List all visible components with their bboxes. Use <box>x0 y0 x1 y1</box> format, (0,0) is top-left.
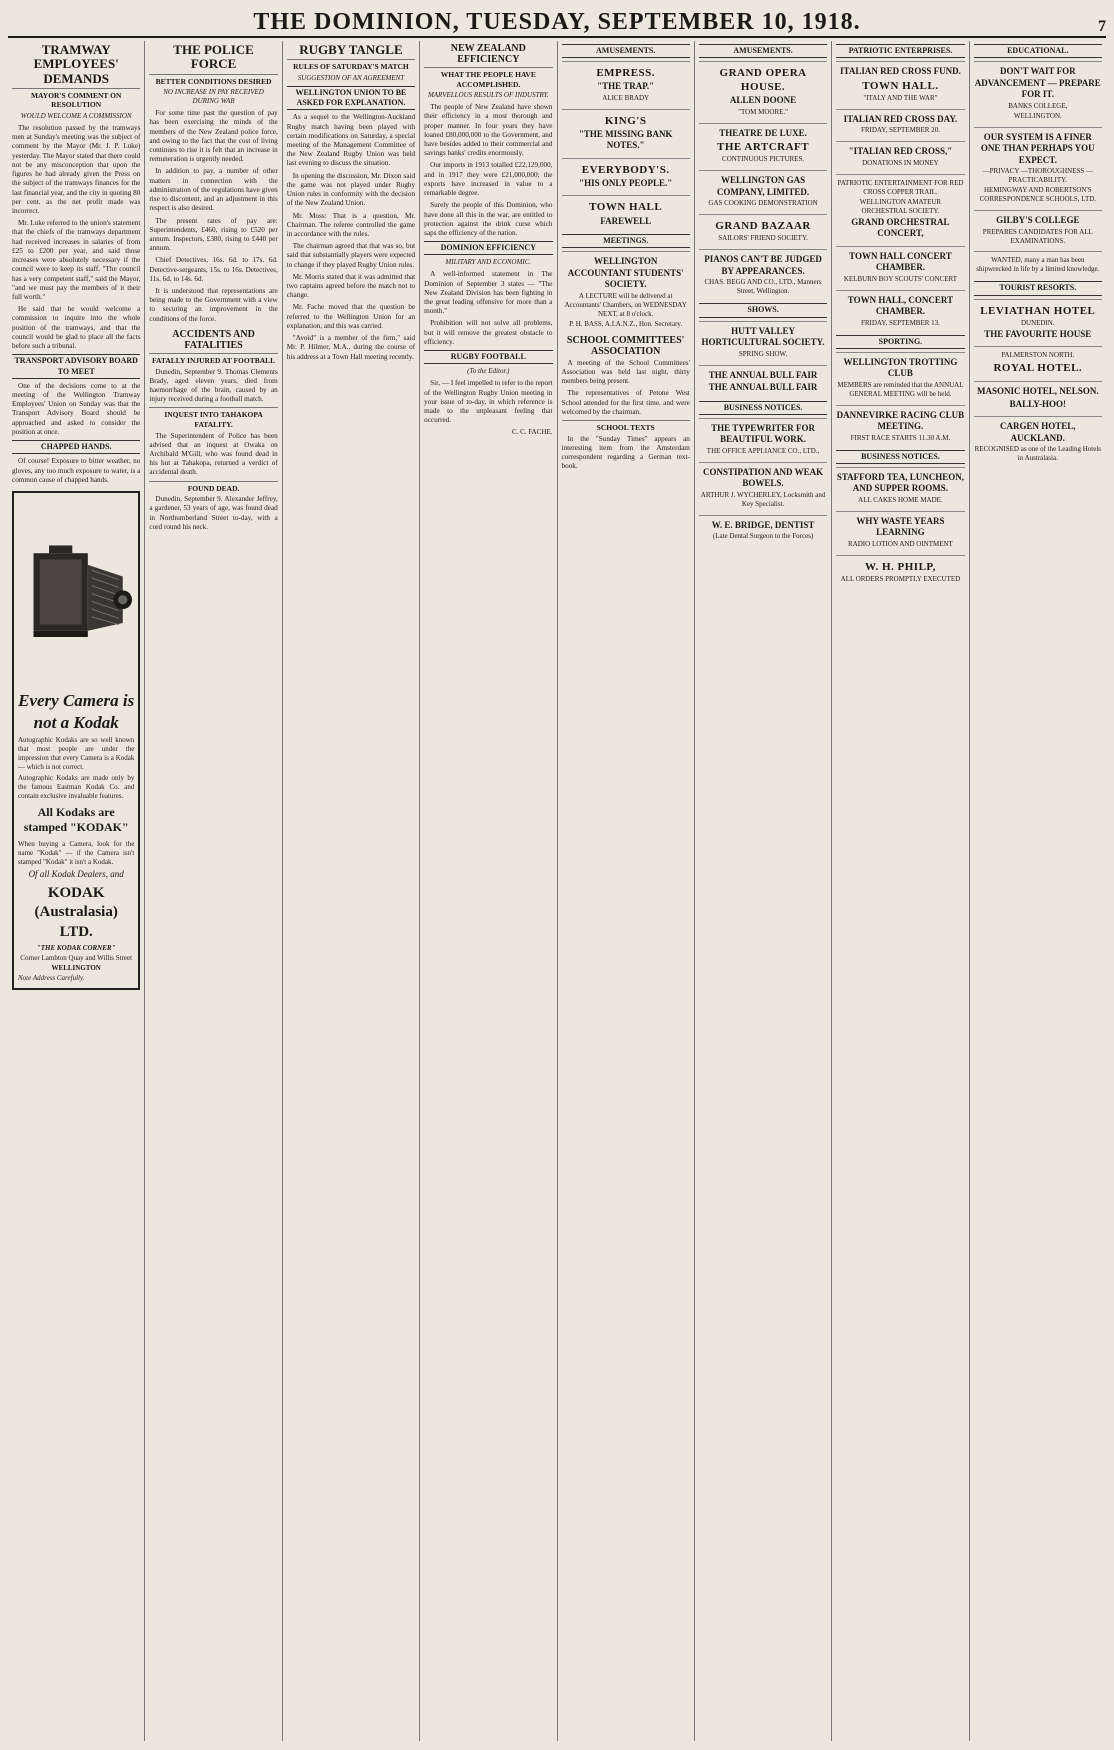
ad-title: LEVIATHAN HOTEL <box>980 304 1096 317</box>
bazaar-ad <box>699 214 827 247</box>
article-subhead-2: (To the Editor.) <box>467 367 510 376</box>
ad-title: DANNEVIRKE RACING CLUB MEETING. <box>836 409 965 432</box>
banks-college-ad <box>974 61 1102 124</box>
ad-title: MASONIC HOTEL, NELSON. <box>977 386 1099 397</box>
article-headline: THE POLICE FORCE <box>173 42 254 72</box>
ad-line: THE OFFICE APPLIANCE CO., LTD., <box>706 446 820 455</box>
article-paragraph: It is understood that representations are being made to the Government with a view to securing an improvement in the conditions of the force. <box>149 287 278 323</box>
article-paragraph: Surely the people of this Dominion, who have done all this in the war, are entitled to protection against the drink curse which saps the efficiency of the nation. <box>424 201 553 237</box>
kodak-paragraph: Autographic Kodaks are made only by the famous Eastman Kodak Co. and contain exclusive invaluable features. <box>18 774 135 801</box>
article-paragraph: He said that he would welcome a commission to inquire into the whole position of the tramways, and that the council would be glad to place all the facts before such a tribunal. <box>12 305 141 351</box>
rugby-article <box>287 43 415 362</box>
article-paragraph: In the "Sunday Times" appears an interesting item from the Amsterdam correspondent regarding a German text-book. <box>561 434 690 471</box>
school-committees-article <box>562 335 690 472</box>
column-3 <box>283 41 420 1741</box>
ad-title: PATRIOTIC ENTERTAINMENT FOR RED CROSS COPPER TRAIL. <box>837 178 964 196</box>
letter-signature: C. C. FACHE. <box>511 428 553 437</box>
ad-title: THE TYPEWRITER FOR BEAUTIFUL WORK. <box>711 422 815 445</box>
ad-line: GAS COOKING DEMONSTRATION <box>708 199 818 208</box>
section-heading: BUSINESS NOTICES. <box>836 450 964 464</box>
article-paragraph: The resolution passed by the tramways men at Sunday's meeting was the subject of comment by the Mayor (Mr. J. P. Luke) yesterday. The Mayor stated that there could not be any misconception that upon the figures he had already given the Press on the subject of the tramways finances for the last financial year, and the city in quoting 80 per cent. as the net profit made was incorrect. <box>12 124 141 215</box>
ad-title: TOWN HALL <box>589 201 663 214</box>
article-paragraph: The people of New Zealand have shown their efficiency in a most thorough and proper manner. In four years they have loaned £80,000,000 to the Government, and have besides added to their commercial and savings banks' credits enormously. <box>424 103 553 158</box>
ad-title: TOWN HALL CONCERT CHAMBER. <box>849 250 952 273</box>
ad-line: HEMINGWAY AND ROBERTSON'S CORRESPONDENCE SCHOOLS, LTD. <box>979 186 1097 204</box>
ad-line: SAILORS' FRIEND SOCIETY. <box>718 234 808 243</box>
ad-line: BALLY-HOO! <box>1009 398 1066 409</box>
article-paragraph: As a sequel to the Wellington-Auckland Rugby match having been played with certain modifications on Saturday, a special meeting of the Management Committee of the New Zealand Rugby Union was held last evening to discuss the situation. <box>286 113 416 168</box>
ad-title: WELLINGTON GAS COMPANY, LIMITED. <box>716 175 810 197</box>
ad-title: THE ANNUAL BULL FAIR <box>708 369 818 380</box>
article-subhead: RULES OF SATURDAY'S MATCH <box>287 59 415 72</box>
tea-rooms-ad <box>836 467 964 509</box>
article-subhead: BETTER CONDITIONS DESIRED <box>149 74 277 87</box>
section-heading: TRANSPORT ADVISORY BOARD TO MEET <box>12 354 140 378</box>
accountants-meeting-ad <box>562 251 690 332</box>
article-subhead: FATALLY INJURED AT FOOTBALL <box>149 353 277 366</box>
typewriter-ad <box>699 418 827 460</box>
ad-line: FRIDAY, SEPTEMBER 13. <box>860 318 940 327</box>
ad-line: THE ARTCRAFT <box>717 141 810 154</box>
ad-line: BANKS COLLEGE, <box>1008 101 1068 110</box>
police-article <box>149 43 277 324</box>
ad-line: ROYAL HOTEL. <box>993 362 1083 375</box>
article-paragraph: Prohibition will not solve all problems, but it will remove the greatest obstacle to efficiency. <box>424 319 553 346</box>
section-heading: MEETINGS. <box>562 234 690 248</box>
masonic-hotel-ad <box>974 381 1102 414</box>
page-number: 7 <box>1098 18 1106 35</box>
camera-illustration <box>18 497 134 687</box>
ad-title: ITALIAN RED CROSS DAY. <box>843 113 958 124</box>
ad-line: ALLEN DOONE <box>729 95 797 106</box>
section-heading: CHAPPED HANDS. <box>12 440 140 454</box>
article-subhead: INQUEST INTO TAHAKOPA FATALITY. <box>149 407 277 429</box>
ad-line: MEMBERS are reminded that the ANNUAL GENERAL MEETING will be held. <box>837 380 964 398</box>
ad-title: WANTED, many a man has been shipwrecked in life by a limited knowledge. <box>976 256 1100 274</box>
kodak-slogan: All Kodaks are stamped "KODAK" <box>23 805 129 835</box>
ad-line: THE ANNUAL BULL FAIR <box>708 382 818 393</box>
ad-line: "HIS ONLY PEOPLE." <box>579 177 673 188</box>
article-paragraph: Dunedin, September 9. Thomas Clements Brady, aged eleven years, died from haemorrhage of the brain, caused by an injury received during a football match. <box>149 367 278 404</box>
ad-line: WELLINGTON. <box>1013 111 1062 120</box>
ad-line: THE FAVOURITE HOUSE <box>984 328 1092 339</box>
ad-line: SPRING SHOW. <box>738 349 788 358</box>
article-paragraph: The present rates of pay are: Superintendents, £460, rising to £520 per annum. Inspectors, £380, rising to £440 per annum. <box>149 216 278 253</box>
town-hall-concert-ad <box>836 290 964 332</box>
ad-line: DUNEDIN. <box>1020 318 1055 327</box>
ad-title: THEATRE DE LUXE. <box>719 127 807 138</box>
ad-title: EMPRESS. <box>596 67 656 80</box>
ad-line: FAREWELL <box>600 215 652 226</box>
section-heading: PATRIOTIC ENTERPRISES. <box>836 44 964 58</box>
ad-title: DON'T WAIT FOR ADVANCEMENT — PREPARE FOR IT. <box>974 66 1101 100</box>
columns <box>8 41 1106 1741</box>
article-headline: NEW ZEALAND EFFICIENCY <box>450 43 526 65</box>
royal-hotel-ad <box>974 346 1102 379</box>
ad-title: TOWN HALL, CONCERT CHAMBER. <box>847 294 954 317</box>
article-paragraph: In opening the discussion, Mr. Dixon said the game was not played under Rugby Union rules in conformity with the decision of the New Zealand Union. <box>286 171 416 208</box>
ad-line: P. H. BASS, A.I.A.N.Z., Hon. Secretary. <box>569 319 683 328</box>
ad-title: GILBY'S COLLEGE <box>996 215 1080 226</box>
constipation-ad <box>699 462 827 513</box>
section-heading: BUSINESS NOTICES. <box>699 401 827 415</box>
ad-line: A LECTURE will be delivered at Accountants' Chambers, on WEDNESDAY NEXT, at 8 o'clock. <box>564 291 687 318</box>
ad-title: WELLINGTON ACCOUNTANT STUDENTS' SOCIETY. <box>567 256 684 290</box>
kings-ad <box>562 109 690 156</box>
ad-title: WELLINGTON TROTTING CLUB <box>843 356 958 379</box>
camera-icon <box>18 502 134 682</box>
everybodys-ad <box>562 158 690 194</box>
italian-red-cross-ad <box>836 61 964 107</box>
philp-ad <box>836 555 964 588</box>
tramway-article <box>12 43 140 485</box>
ad-line: DONATIONS IN MONEY <box>862 158 939 167</box>
article-subhead-2: SUGGESTION OF AN AGREEMENT <box>297 73 405 82</box>
ad-title: WHY WASTE YEARS LEARNING <box>856 515 945 538</box>
ad-title: GRAND BAZAAR <box>715 220 811 233</box>
article-subhead-2: WOULD WELCOME A COMMISSION <box>20 112 132 121</box>
column-1 <box>8 41 145 1741</box>
article-headline: ACCIDENTS AND FATALITIES <box>172 328 255 351</box>
red-cross-day-ad <box>836 109 964 139</box>
racing-club-ad <box>836 405 964 447</box>
ad-line: WELLINGTON AMATEUR ORCHESTRAL SOCIETY. <box>859 197 942 215</box>
column-8 <box>970 41 1106 1741</box>
ad-line: "THE MISSING BANK NOTES." <box>578 128 673 151</box>
article-paragraph: Of course! Exposure to bitter weather, no gloves, any too much exposure to water, is a common cause of chapped hands. <box>12 457 141 484</box>
ad-line: RECOGNISED as one of the Leading Hotels in Australasia. <box>974 445 1101 463</box>
ad-title: W. E. BRIDGE, DENTIST <box>711 519 815 530</box>
ad-title: STAFFORD TEA, LUNCHEON, AND SUPPER ROOMS. <box>836 471 965 494</box>
ad-line: CONTINUOUS PICTURES. <box>722 155 805 164</box>
ad-line: "THE TRAP." <box>597 81 655 92</box>
kodak-corner: "THE KODAK CORNER" <box>36 943 116 952</box>
ad-line: ALL CAKES HOME MADE. <box>858 495 943 504</box>
ad-line: KELBURN BOY SCOUTS' CONCERT <box>843 274 958 283</box>
ad-line: RADIO LOTION AND OINTMENT <box>848 539 953 548</box>
bull-fair-ad <box>699 365 827 398</box>
ad-line: ALICE BRADY <box>602 93 650 102</box>
article-subhead: SCHOOL TEXTS <box>562 420 690 433</box>
ad-title: ITALIAN RED CROSS FUND. <box>840 66 961 77</box>
article-paragraph: The representatives of Petone West School attended for the first time, and were welcomed by the chairman. <box>561 389 690 416</box>
section-heading: SPORTING. <box>836 335 964 349</box>
kodak-note: Note Address Carefully. <box>18 973 85 982</box>
kodak-address: Corner Lambton Quay and Willis Street <box>20 953 133 962</box>
masthead <box>8 6 1106 38</box>
article-paragraph: Our imports in 1913 totalled £22,129,000, and in 1917 they were £21,000,000; the exports have increased in value to a remarkable degree. <box>424 161 553 198</box>
article-paragraph: Mr. Moss: That is a question, Mr. Chairman. The referee controlled the game in accordance with the rules. <box>286 211 416 238</box>
column-7 <box>832 41 969 1741</box>
town-hall-ad <box>562 195 690 231</box>
orchestral-ad <box>836 174 964 244</box>
section-heading: WELLINGTON UNION TO BE ASKED FOR EXPLANATION. <box>287 86 415 110</box>
kodak-paragraph: When buying a Camera, look for the name "Kodak" — if the Camera isn't stamped "Kodak" it isn't a Kodak. <box>18 839 135 866</box>
section-heading: RUGBY FOOTBALL <box>424 350 552 364</box>
section-heading: AMUSEMENTS. <box>562 44 690 58</box>
ad-title: CONSTIPATION AND WEAK BOWELS. <box>703 466 824 489</box>
ad-line: —PRIVACY —THOROUGHNESS —PRACTICABILITY. <box>982 167 1094 185</box>
ad-line: "TOM MOORE." <box>738 107 789 116</box>
donations-ad <box>836 141 964 171</box>
ad-title: EVERYBODY'S. <box>581 163 670 176</box>
page-title: THE DOMINION, TUESDAY, SEPTEMBER 10, 1918. <box>253 9 861 35</box>
column-2 <box>145 41 282 1741</box>
learning-ad <box>836 511 964 553</box>
article-paragraph: Chief Detectives, 16s. 6d. to 17s. 6d. Detective-sergeants, 15s. to 16s. Detectives, 11s. 6d. to 14s. 6d. <box>149 256 278 283</box>
ad-title: OUR SYSTEM IS A FINER ONE THAN PERHAPS YOU EXPECT. <box>980 131 1095 165</box>
ad-line: GRAND ORCHESTRAL CONCERT, <box>851 216 950 239</box>
ad-line: PREPARES CANDIDATES FOR ALL EXAMINATIONS. <box>982 227 1093 245</box>
ad-line: "ITALY AND THE WAR" <box>863 93 938 102</box>
article-subhead: WHAT THE PEOPLE HAVE ACCOMPLISHED. <box>424 67 552 89</box>
ad-line: ALL ORDERS PROMPTLY EXECUTED <box>840 574 961 583</box>
article-headline: TRAMWAY EMPLOYEES' DEMANDS <box>33 42 119 86</box>
accidents-article <box>149 329 277 532</box>
column-6 <box>695 41 832 1741</box>
pianos-ad <box>699 249 827 300</box>
article-subhead-2: NO INCREASE IN PAY RECEIVED DURING WAR <box>163 88 264 106</box>
our-system-ad <box>974 127 1102 208</box>
ad-line: (Late Dental Surgeon to the Forces) <box>712 532 814 541</box>
section-heading: AMUSEMENTS. <box>699 44 827 58</box>
article-paragraph: Dunedin, September 9. Alexander Jeffrey, a gardener, 53 years of age, was found dead in Northumberland Street to-day, with a cord round his neck. <box>149 495 278 531</box>
section-heading: DOMINION EFFICIENCY <box>424 241 552 255</box>
ad-title: "ITALIAN RED CROSS," <box>848 146 953 157</box>
empress-ad <box>562 61 690 107</box>
article-paragraph: A meeting of the School Committees' Association was held last night, thirty members being present. <box>561 358 690 386</box>
article-paragraph: The chairman agreed that that was so, but said that substantially players were expected to change if they played Rugby Union rules. <box>286 242 416 269</box>
ad-line: FIRST RACE STARTS 11.30 A.M. <box>850 433 951 442</box>
article-paragraph: In addition to pay, a number of other matters in connection with the administration of the regulations have given rise to discontent, and an adjustment in this respect is also desired. <box>149 167 278 213</box>
concert-chamber-ad <box>836 246 964 288</box>
article-subhead-2: MARVELLOUS RESULTS OF INDUSTRY. <box>427 91 549 100</box>
article-paragraph: The Superintendent of Police has been advised that an inquest at Owaka on Archibald M'Gill, who was found dead in his hut at Tahakopa, returned a verdict of accidental death. <box>149 431 278 477</box>
trotting-club-ad <box>836 352 964 403</box>
kodak-paragraph: Autographic Kodaks are so well known that most people are under the impression that every Camera is a Kodak — which is not correct. <box>18 736 135 772</box>
cargen-hotel-ad <box>974 416 1102 467</box>
article-paragraph: One of the decisions come to at the meeting of the Wellington Tramway Employees' Union on Sunday was that the Transport Advisory Board should be approached and asked to consider the position at once. <box>12 381 141 436</box>
kodak-advertisement <box>12 491 140 990</box>
wanted-ad <box>974 251 1102 278</box>
section-heading: EDUCATIONAL. <box>974 44 1102 58</box>
article-paragraph: A well-informed statement in The Dominion of September 3 states — "The New Zealand Division has been fighting in the great leading offensive for more than a month." <box>424 270 553 316</box>
de-luxe-ad <box>699 123 827 169</box>
article-paragraph: Mr. Luke referred to the union's statement that the chiefs of the tramways department had received increases in salaries of from £25 to £200 per year, and said those increases were absolutely necessary if the council were to keep its staff. "The council has a very competent staff," said the Mayor, "and we must pay the members of it their full worth." <box>12 219 141 301</box>
ad-title: GRAND OPERA HOUSE. <box>719 67 807 94</box>
article-paragraph: Mr. Morris stated that it was admitted that two captains agreed before the match not to change. <box>286 272 416 300</box>
article-headline: RUGBY TANGLE <box>299 42 403 57</box>
hutt-valley-ad <box>699 321 827 363</box>
article-subhead-2: MILITARY AND ECONOMIC. <box>445 258 532 267</box>
kodak-city: WELLINGTON <box>51 963 101 972</box>
kodak-headline: Every Camera is not a Kodak <box>18 690 135 732</box>
ad-line: TOWN HALL. <box>862 79 939 92</box>
article-subhead: MAYOR'S COMMENT ON RESOLUTION <box>12 88 140 110</box>
section-heading: SHOWS. <box>699 303 827 317</box>
efficiency-article <box>424 43 552 437</box>
ad-title: PALMERSTON NORTH. <box>1001 351 1075 360</box>
article-paragraph: For some time past the question of pay has been exercising the minds of the members of the New Zealand police force, and owing to the fact that the cost of living continues to rise it is felt that an increase in remuneration is urgently needed. <box>149 109 278 164</box>
article-paragraph: "Avoid" is a member of the firm," said Mr. P. Hilmer, M.A., during the course of his address at a Town Hall meeting recently. <box>286 334 416 361</box>
ad-title: KING'S <box>604 114 647 127</box>
article-headline: SCHOOL COMMITTEES' ASSOCIATION <box>566 334 685 357</box>
dentist-ad <box>699 515 827 545</box>
leviathan-hotel-ad <box>974 299 1102 345</box>
opera-house-ad <box>699 61 827 121</box>
article-paragraph: Sir, — I feel impelled to refer to the report of the Wellington Rugby Union meeting in your issue of to-day, in which reference is made to the unpleasant feeling that occurred. <box>424 379 553 425</box>
gas-company-ad <box>699 170 827 212</box>
ad-line: FRIDAY, SEPTEMBER 20. <box>860 126 940 135</box>
kodak-brand: KODAK (Australasia) LTD. <box>34 885 118 940</box>
article-paragraph: Mr. Fache moved that the question be referred to the Wellington Union for an explanation, and this was carried. <box>286 303 416 330</box>
ad-title: CARGEN HOTEL, AUCKLAND. <box>1000 421 1076 443</box>
gilbys-college-ad <box>974 210 1102 249</box>
kodak-dealers: Of all Kodak Dealers, and <box>28 868 124 879</box>
ad-line: ARTHUR J. WYCHERLEY, Locksmith and Key Specialist. <box>700 490 826 508</box>
section-heading: TOURIST RESORTS. <box>974 281 1102 295</box>
ad-title: HUTT VALLEY HORTICULTURAL SOCIETY. <box>701 325 825 348</box>
column-5 <box>558 41 695 1741</box>
ad-line: CHAS. BEGG AND CO., LTD., Manners Street, Wellington. <box>704 278 822 296</box>
ad-title: W. H. PHILP, <box>864 560 936 573</box>
article-subhead: FOUND DEAD. <box>149 481 277 494</box>
column-4 <box>420 41 557 1741</box>
ad-title: PIANOS CAN'T BE JUDGED BY APPEARANCES. <box>704 254 822 276</box>
